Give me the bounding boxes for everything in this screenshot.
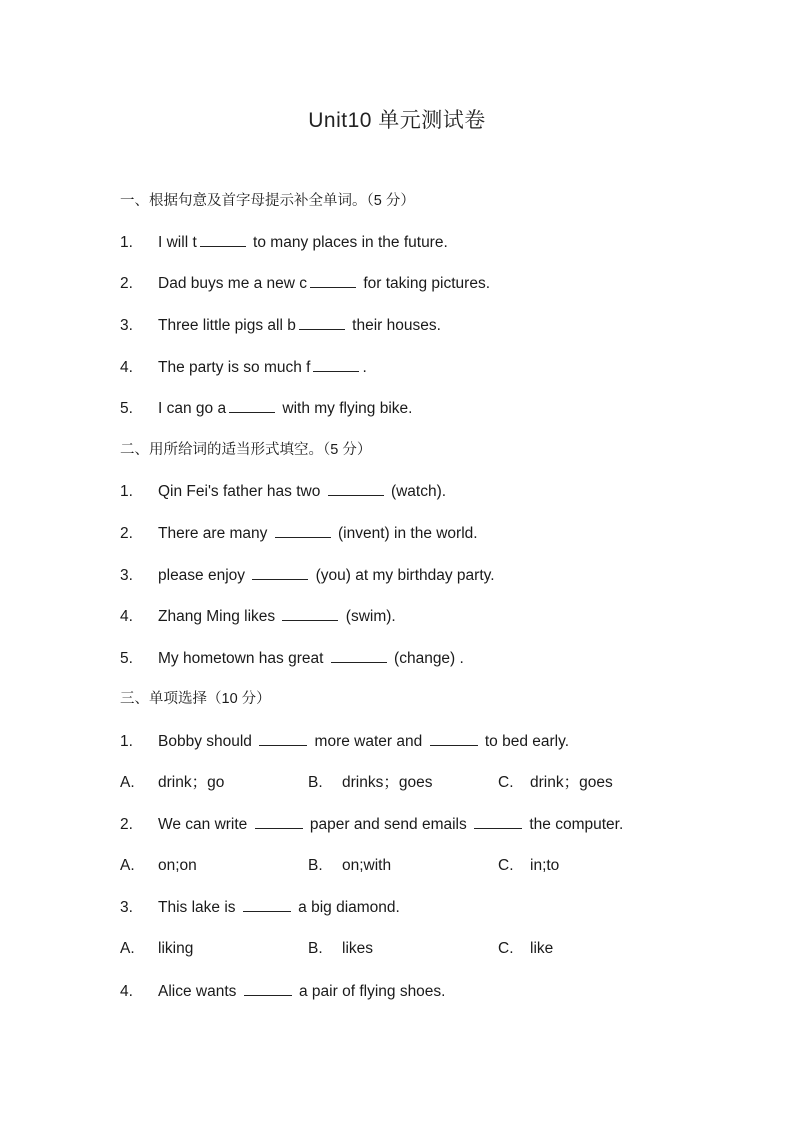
option-letter: B. [308, 774, 323, 791]
option-text: in;to [530, 857, 560, 874]
s1-item-2 [120, 273, 490, 294]
question-text: Alice wants [158, 983, 241, 1000]
option-letter: A. [120, 940, 135, 957]
item-text-after: (swim). [341, 608, 396, 625]
item-text-after: (change) . [389, 650, 464, 667]
s3-question-3 [120, 897, 400, 918]
s2-item-1 [120, 481, 446, 502]
option-text: drinks；goes [342, 774, 433, 791]
option-letter: C. [498, 857, 514, 874]
s1-item-5 [120, 398, 412, 419]
option-letter: A. [120, 857, 135, 874]
item-number: 1. [120, 483, 133, 500]
s1-item-3 [120, 315, 441, 336]
item-number: 1. [120, 234, 133, 251]
item-number: 2. [120, 816, 133, 833]
question-text: a big diamond. [293, 899, 400, 916]
option-c[interactable] [498, 939, 553, 959]
answer-blank[interactable] [244, 981, 292, 996]
question-text: This lake is [158, 899, 240, 916]
s2-item-3 [120, 565, 495, 586]
item-number: 2. [120, 275, 133, 292]
option-text: liking [158, 940, 194, 957]
item-number: 3. [120, 567, 133, 584]
item-text-before: Three little pigs all b [158, 317, 296, 334]
option-b[interactable] [308, 856, 391, 876]
item-text-after: with my flying bike. [278, 400, 413, 417]
option-a[interactable] [120, 939, 193, 959]
s3-question-2 [120, 814, 623, 835]
s1-item-1 [120, 232, 448, 253]
section1-heading: 一、根据句意及首字母提示补全单词。（5 分） [120, 193, 415, 209]
option-text: like [530, 940, 554, 957]
answer-blank[interactable] [252, 565, 308, 580]
item-text-before: please enjoy [158, 567, 250, 584]
answer-blank[interactable] [331, 648, 387, 663]
answer-blank[interactable] [310, 273, 356, 288]
item-text-after: to many places in the future. [248, 234, 448, 251]
item-number: 5. [120, 400, 133, 417]
answer-blank[interactable] [255, 814, 303, 829]
question-text: the computer. [525, 816, 624, 833]
answer-blank[interactable] [259, 731, 307, 746]
answer-blank[interactable] [328, 481, 384, 496]
s2-item-5 [120, 648, 464, 669]
item-number: 3. [120, 899, 133, 916]
item-number: 4. [120, 359, 133, 376]
option-text: on;with [342, 857, 392, 874]
s1-item-4 [120, 357, 367, 378]
option-text: drink；go [158, 774, 225, 791]
option-letter: B. [308, 940, 323, 957]
answer-blank[interactable] [313, 357, 359, 372]
option-text: on;on [158, 857, 197, 874]
question-text: a pair of flying shoes. [294, 983, 446, 1000]
page-title: Unit10 单元测试卷 [308, 109, 486, 132]
item-number: 1. [120, 733, 133, 750]
answer-blank[interactable] [474, 814, 522, 829]
option-letter: C. [498, 940, 514, 957]
s2-item-2 [120, 523, 478, 544]
item-text-after: (watch). [386, 483, 447, 500]
s3-question-4 [120, 981, 445, 1002]
question-text: to bed early. [480, 733, 570, 750]
item-text-after: their houses. [347, 317, 441, 334]
question-text: more water and [310, 733, 427, 750]
option-text: drink；goes [530, 774, 613, 791]
item-text-before: There are many [158, 525, 272, 542]
item-text-after: (invent) in the world. [333, 525, 478, 542]
answer-blank[interactable] [299, 315, 345, 330]
s3-question-1 [120, 731, 569, 752]
item-text-before: Dad buys me a new c [158, 275, 308, 292]
item-number: 4. [120, 608, 133, 625]
item-number: 5. [120, 650, 133, 667]
item-text-before: The party is so much f [158, 359, 311, 376]
option-c[interactable] [498, 856, 559, 876]
item-text-before: Zhang Ming likes [158, 608, 280, 625]
item-number: 4. [120, 983, 133, 1000]
s2-item-4 [120, 606, 396, 627]
item-number: 3. [120, 317, 133, 334]
option-b[interactable] [308, 773, 432, 793]
option-letter: C. [498, 774, 514, 791]
item-text-after: . [362, 359, 367, 376]
item-number: 2. [120, 525, 133, 542]
answer-blank[interactable] [229, 398, 275, 413]
item-text-after: for taking pictures. [359, 275, 490, 292]
question-text: paper and send emails [305, 816, 472, 833]
option-c[interactable] [498, 773, 613, 793]
question-text: Bobby should [158, 733, 257, 750]
answer-blank[interactable] [200, 232, 246, 247]
item-text-before: My hometown has great [158, 650, 328, 667]
answer-blank[interactable] [275, 523, 331, 538]
answer-blank[interactable] [243, 897, 291, 912]
option-letter: A. [120, 774, 135, 791]
item-text-before: I can go a [158, 400, 227, 417]
option-b[interactable] [308, 939, 373, 959]
answer-blank[interactable] [282, 606, 338, 621]
section2-heading: 二、用所给词的适当形式填空。（5 分） [120, 442, 372, 458]
section3-heading: 三、单项选择（10 分） [120, 691, 271, 707]
question-text: We can write [158, 816, 252, 833]
option-a[interactable] [120, 773, 224, 793]
item-text-before: Qin Fei's father has two [158, 483, 325, 500]
item-text-before: I will t [158, 234, 197, 251]
item-text-after: (you) at my birthday party. [311, 567, 495, 584]
option-letter: B. [308, 857, 323, 874]
option-a[interactable] [120, 856, 197, 876]
option-text: likes [342, 940, 374, 957]
answer-blank[interactable] [430, 731, 478, 746]
